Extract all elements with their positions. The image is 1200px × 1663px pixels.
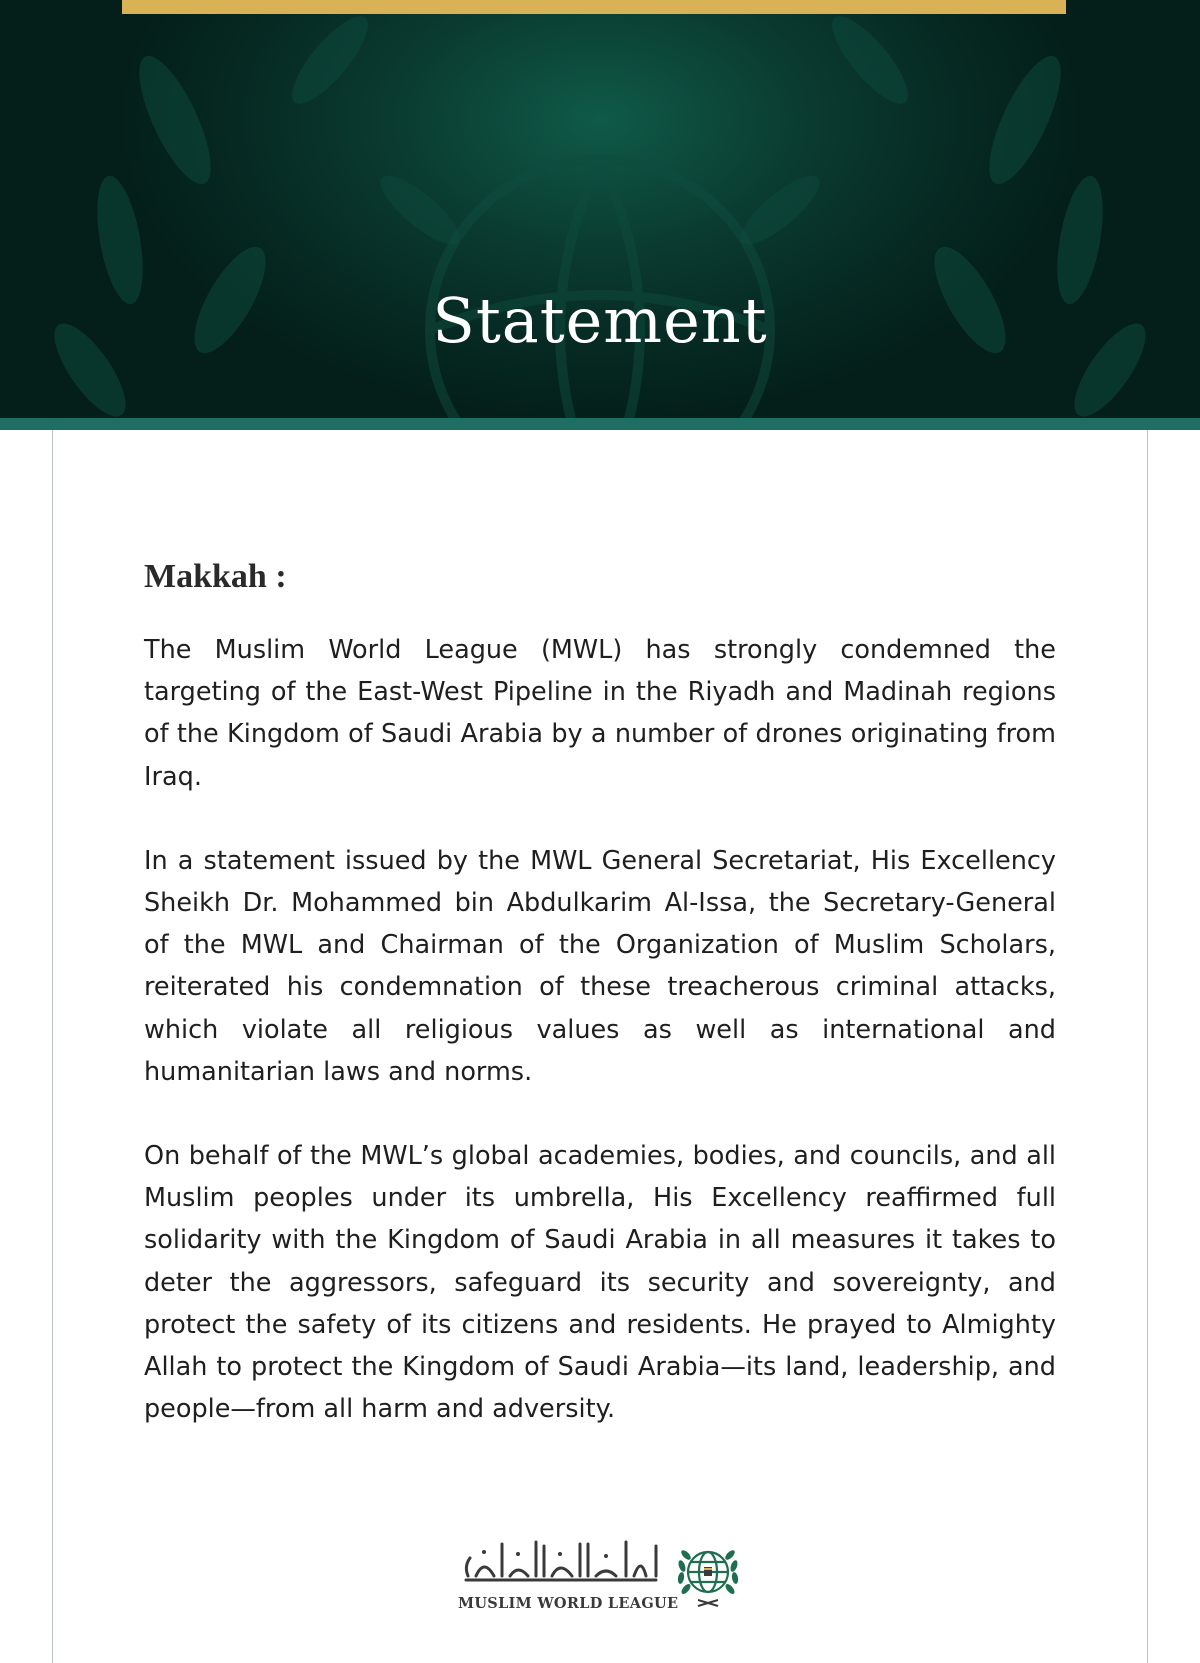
globe-laurel-emblem-icon: [670, 1536, 746, 1612]
paragraph: In a statement issued by the MWL General Secretariat, His Excellency Sheikh Dr. Mohammed bin Abdulkarim Al-Issa, the Secretary-General of the MWL and Chairman of the Organization of Muslim Scholars, reiterated his condemnation of these treacherous criminal attacks, which violate all religious values as well as international and humanitarian laws and norms.: [144, 845, 1056, 1087]
frame-border-left: [52, 430, 53, 1663]
frame-border-right: [1147, 430, 1148, 1663]
paragraph: The Muslim World League (MWL) has strongly condemned the targeting of the East-West Pipeline in the Riyadh and Madinah regions of the Kingdom of Saudi Arabia by a number of drones originating from Iraq.: [144, 635, 1056, 792]
mwl-logo: [456, 1536, 746, 1616]
arabic-calligraphy-logo: [456, 1536, 666, 1586]
logo-english-text: MUSLIM WORLD LEAGUE: [458, 1595, 679, 1612]
article-body: [144, 553, 1056, 1472]
paragraph: On behalf of the MWL’s global academies, bodies, and councils, and all Muslim peoples under its umbrella, His Excellency reaffirmed full solidarity with the Kingdom of Saudi Arabia in all measures it takes to deter the aggressors, safeguard its security and sovereignty, and protect the safety of its citizens and residents. He prayed to Almighty Allah to protect the Kingdom of Saudi Arabia—its land, leadership, and people—from all harm and adversity.: [144, 1141, 1056, 1425]
gold-accent-bar: [122, 0, 1066, 14]
teal-divider: [0, 418, 1200, 430]
dateline: Makkah :: [144, 558, 287, 595]
header-banner: [0, 0, 1200, 418]
page-title: Statement: [432, 284, 768, 357]
